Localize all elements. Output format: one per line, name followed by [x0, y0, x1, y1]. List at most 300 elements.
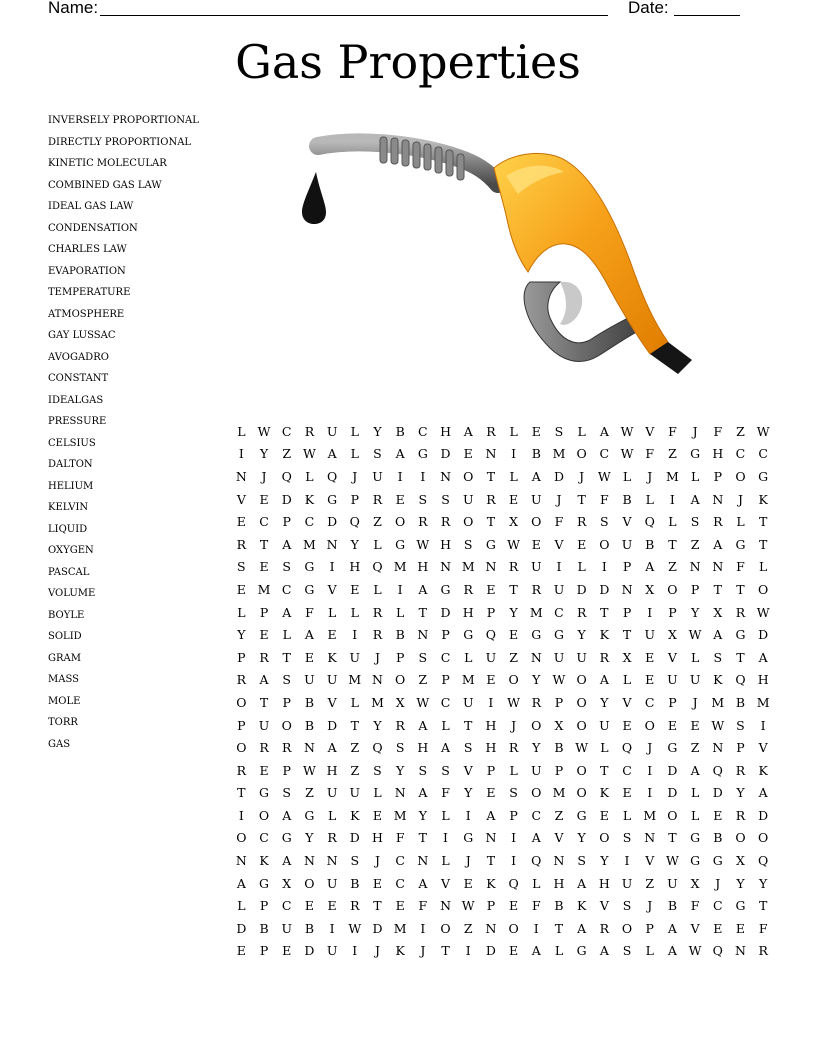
grid-letter[interactable]: T — [758, 514, 768, 530]
grid-letter[interactable]: T — [259, 536, 269, 552]
grid-letter[interactable]: O — [644, 717, 655, 733]
grid-letter[interactable]: G — [553, 627, 564, 643]
grid-letter[interactable]: A — [713, 536, 723, 552]
grid-letter[interactable]: P — [486, 604, 496, 620]
grid-letter[interactable]: M — [393, 920, 407, 936]
grid-letter[interactable]: N — [530, 649, 542, 665]
grid-letter[interactable]: L — [554, 943, 564, 959]
grid-letter[interactable]: V — [690, 920, 700, 936]
grid-letter[interactable]: A — [418, 581, 428, 597]
grid-letter[interactable]: E — [236, 581, 246, 597]
grid-letter[interactable]: R — [713, 514, 723, 530]
grid-letter[interactable]: L — [441, 807, 450, 823]
grid-letter[interactable]: C — [531, 807, 542, 823]
grid-letter[interactable]: E — [645, 672, 655, 688]
grid-letter[interactable]: E — [509, 627, 519, 643]
grid-letter[interactable]: L — [645, 943, 654, 959]
grid-letter[interactable]: E — [372, 875, 383, 891]
grid-letter[interactable]: M — [348, 672, 362, 688]
grid-letter[interactable]: I — [397, 581, 403, 597]
grid-letter[interactable]: S — [282, 672, 291, 688]
grid-letter[interactable]: Q — [758, 853, 769, 869]
grid-letter[interactable]: R — [236, 536, 247, 552]
grid-letter[interactable]: T — [486, 514, 496, 530]
grid-letter[interactable]: N — [735, 943, 746, 959]
grid-letter[interactable]: T — [486, 468, 496, 484]
grid-letter[interactable]: W — [416, 694, 430, 710]
grid-letter[interactable]: A — [259, 672, 269, 688]
grid-letter[interactable]: S — [736, 717, 745, 733]
grid-letter[interactable]: A — [304, 627, 314, 643]
grid-letter[interactable]: I — [624, 853, 630, 869]
grid-letter[interactable]: A — [418, 717, 428, 733]
grid-letter[interactable]: Y — [577, 627, 586, 643]
grid-letter[interactable]: U — [485, 649, 497, 665]
grid-letter[interactable]: T — [758, 536, 768, 552]
grid-letter[interactable]: R — [758, 943, 768, 959]
grid-letter[interactable]: M — [529, 604, 543, 620]
grid-letter[interactable]: Y — [532, 672, 541, 688]
grid-letter[interactable]: P — [282, 762, 291, 778]
grid-letter[interactable]: G — [735, 627, 746, 643]
grid-letter[interactable]: S — [373, 762, 382, 778]
grid-letter[interactable]: A — [667, 943, 677, 959]
grid-letter[interactable]: H — [712, 446, 724, 462]
grid-letter[interactable]: R — [350, 898, 360, 914]
grid-letter[interactable]: E — [599, 807, 609, 823]
grid-letter[interactable]: J — [647, 468, 653, 484]
grid-letter[interactable]: A — [327, 446, 337, 462]
grid-letter[interactable]: G — [281, 830, 292, 846]
grid-letter[interactable]: E — [509, 491, 519, 507]
grid-letter[interactable]: U — [326, 875, 338, 891]
grid-letter[interactable]: J — [374, 649, 380, 665]
grid-letter[interactable]: O — [576, 672, 587, 688]
grid-letter[interactable]: D — [667, 762, 678, 778]
grid-letter[interactable]: R — [531, 694, 541, 710]
grid-letter[interactable]: R — [418, 514, 428, 530]
grid-letter[interactable]: R — [259, 649, 269, 665]
grid-letter[interactable]: A — [690, 762, 700, 778]
grid-letter[interactable]: W — [665, 853, 679, 869]
grid-letter[interactable]: B — [645, 536, 655, 552]
grid-letter[interactable]: L — [622, 807, 632, 823]
grid-letter[interactable]: R — [599, 649, 610, 665]
grid-letter[interactable]: J — [511, 717, 517, 733]
grid-letter[interactable]: L — [600, 740, 609, 756]
grid-letter[interactable]: R — [735, 807, 746, 823]
grid-letter[interactable]: O — [463, 514, 474, 530]
grid-letter[interactable]: E — [350, 581, 360, 597]
grid-letter[interactable]: H — [417, 559, 429, 575]
grid-letter[interactable]: G — [304, 581, 315, 597]
grid-letter[interactable]: J — [465, 853, 471, 869]
grid-letter[interactable]: D — [327, 514, 338, 530]
grid-letter[interactable]: L — [690, 468, 700, 484]
grid-letter[interactable]: G — [758, 468, 769, 484]
grid-letter[interactable]: K — [599, 785, 610, 801]
grid-letter[interactable]: C — [758, 446, 768, 462]
grid-letter[interactable]: L — [509, 468, 518, 484]
grid-letter[interactable]: G — [304, 807, 315, 823]
grid-letter[interactable]: J — [374, 943, 380, 959]
grid-letter[interactable]: E — [486, 785, 496, 801]
grid-letter[interactable]: O — [463, 468, 474, 484]
grid-letter[interactable]: D — [349, 830, 360, 846]
grid-letter[interactable]: A — [758, 785, 768, 801]
grid-letter[interactable]: L — [237, 604, 246, 620]
grid-letter[interactable]: J — [374, 853, 380, 869]
grid-letter[interactable]: S — [713, 649, 723, 665]
grid-letter[interactable]: E — [645, 649, 655, 665]
grid-letter[interactable]: T — [350, 717, 359, 733]
grid-letter[interactable]: G — [735, 898, 746, 914]
grid-letter[interactable]: G — [690, 853, 701, 869]
grid-letter[interactable]: T — [668, 536, 677, 552]
grid-letter[interactable]: V — [622, 694, 632, 710]
grid-letter[interactable]: J — [261, 468, 267, 484]
grid-letter[interactable]: W — [507, 694, 521, 710]
grid-letter[interactable]: N — [394, 785, 406, 801]
grid-letter[interactable]: L — [759, 559, 768, 575]
grid-letter[interactable]: E — [259, 559, 269, 575]
grid-letter[interactable]: O — [236, 694, 247, 710]
grid-letter[interactable]: W — [688, 627, 702, 643]
grid-letter[interactable]: G — [463, 627, 474, 643]
grid-letter[interactable]: P — [259, 898, 269, 914]
grid-letter[interactable]: P — [622, 604, 632, 620]
grid-letter[interactable]: G — [712, 853, 723, 869]
grid-letter[interactable]: S — [622, 943, 632, 959]
grid-letter[interactable]: Q — [735, 672, 746, 688]
grid-letter[interactable]: W — [302, 762, 316, 778]
grid-letter[interactable]: O — [531, 717, 542, 733]
grid-letter[interactable]: U — [326, 672, 338, 688]
grid-letter[interactable]: I — [465, 943, 471, 959]
grid-letter[interactable]: R — [236, 672, 247, 688]
grid-letter[interactable]: V — [599, 898, 609, 914]
grid-letter[interactable]: O — [531, 514, 542, 530]
grid-letter[interactable]: E — [372, 807, 383, 823]
grid-letter[interactable]: O — [236, 740, 247, 756]
grid-letter[interactable]: D — [440, 604, 451, 620]
grid-letter[interactable]: L — [690, 649, 700, 665]
grid-letter[interactable]: Z — [373, 514, 382, 530]
grid-letter[interactable]: B — [622, 491, 632, 507]
grid-letter[interactable]: S — [441, 762, 450, 778]
grid-letter[interactable]: U — [576, 649, 587, 665]
grid-letter[interactable]: W — [756, 423, 770, 439]
grid-letter[interactable]: H — [553, 875, 565, 891]
grid-letter[interactable]: B — [667, 898, 677, 914]
grid-letter[interactable]: E — [304, 649, 314, 665]
date-blank-line[interactable] — [674, 0, 740, 16]
grid-letter[interactable]: K — [758, 491, 768, 507]
grid-letter[interactable]: V — [645, 853, 655, 869]
grid-letter[interactable]: L — [577, 423, 586, 439]
grid-letter[interactable]: A — [667, 920, 677, 936]
grid-letter[interactable]: W — [257, 423, 271, 439]
grid-letter[interactable]: I — [533, 920, 539, 936]
grid-letter[interactable]: F — [418, 898, 428, 914]
grid-letter[interactable]: V — [758, 740, 768, 756]
grid-letter[interactable]: R — [508, 559, 519, 575]
grid-letter[interactable]: N — [303, 740, 315, 756]
grid-letter[interactable]: L — [622, 468, 632, 484]
grid-letter[interactable]: P — [441, 672, 450, 688]
grid-letter[interactable]: X — [509, 514, 519, 530]
grid-letter[interactable]: A — [282, 536, 292, 552]
grid-letter[interactable]: N — [553, 853, 565, 869]
grid-letter[interactable]: I — [238, 446, 244, 462]
grid-letter[interactable]: U — [667, 672, 678, 688]
grid-letter[interactable]: Y — [373, 717, 382, 733]
grid-letter[interactable]: C — [622, 762, 632, 778]
grid-letter[interactable]: F — [554, 514, 564, 530]
grid-letter[interactable]: O — [576, 446, 587, 462]
grid-letter[interactable]: M — [666, 468, 679, 484]
grid-letter[interactable]: O — [576, 717, 587, 733]
grid-letter[interactable]: Q — [531, 853, 542, 869]
grid-letter[interactable]: S — [418, 491, 428, 507]
grid-letter[interactable]: D — [304, 943, 315, 959]
grid-letter[interactable]: T — [418, 604, 428, 620]
grid-letter[interactable]: E — [259, 627, 269, 643]
grid-letter[interactable]: L — [509, 423, 518, 439]
grid-letter[interactable]: O — [576, 762, 587, 778]
grid-letter[interactable]: J — [647, 898, 653, 914]
grid-letter[interactable]: S — [350, 853, 360, 869]
grid-letter[interactable]: O — [758, 581, 769, 597]
grid-letter[interactable]: T — [282, 649, 291, 665]
grid-letter[interactable]: S — [373, 446, 382, 462]
grid-letter[interactable]: Z — [509, 649, 518, 665]
grid-letter[interactable]: F — [645, 446, 655, 462]
grid-letter[interactable]: G — [576, 807, 587, 823]
grid-letter[interactable]: P — [350, 491, 359, 507]
grid-letter[interactable]: T — [668, 830, 677, 846]
grid-letter[interactable]: P — [668, 694, 677, 710]
grid-letter[interactable]: J — [579, 468, 585, 484]
grid-letter[interactable]: P — [713, 468, 722, 484]
grid-letter[interactable]: Z — [645, 875, 655, 891]
grid-letter[interactable]: Q — [485, 627, 497, 643]
grid-letter[interactable]: Y — [736, 785, 745, 801]
grid-letter[interactable]: U — [599, 717, 610, 733]
grid-letter[interactable]: U — [372, 468, 383, 484]
grid-letter[interactable]: L — [441, 853, 450, 869]
grid-letter[interactable]: W — [620, 423, 634, 439]
grid-letter[interactable]: Y — [690, 604, 700, 620]
grid-letter[interactable]: G — [440, 581, 451, 597]
grid-letter[interactable]: V — [236, 491, 246, 507]
grid-letter[interactable]: T — [713, 581, 722, 597]
grid-letter[interactable]: E — [236, 943, 246, 959]
grid-letter[interactable]: G — [259, 785, 270, 801]
grid-letter[interactable]: L — [668, 514, 677, 530]
grid-letter[interactable]: L — [350, 446, 359, 462]
grid-letter[interactable]: C — [418, 423, 428, 439]
grid-letter[interactable]: W — [597, 468, 611, 484]
grid-letter[interactable]: P — [736, 740, 745, 756]
grid-letter[interactable]: W — [416, 536, 430, 552]
grid-letter[interactable]: V — [441, 875, 451, 891]
grid-letter[interactable]: P — [259, 943, 269, 959]
grid-letter[interactable]: U — [462, 491, 474, 507]
grid-letter[interactable]: T — [600, 762, 609, 778]
grid-letter[interactable]: B — [735, 694, 746, 710]
grid-letter[interactable]: C — [712, 898, 723, 914]
grid-letter[interactable]: M — [461, 559, 475, 575]
grid-letter[interactable]: Z — [305, 785, 314, 801]
grid-letter[interactable]: R — [304, 423, 315, 439]
grid-letter[interactable]: I — [329, 559, 335, 575]
grid-letter[interactable]: L — [350, 423, 359, 439]
grid-letter[interactable]: W — [507, 536, 521, 552]
grid-letter[interactable]: O — [395, 514, 406, 530]
grid-letter[interactable]: C — [440, 649, 451, 665]
grid-letter[interactable]: D — [758, 807, 769, 823]
grid-letter[interactable]: X — [690, 875, 700, 891]
grid-letter[interactable]: M — [643, 807, 657, 823]
grid-letter[interactable]: A — [577, 920, 587, 936]
grid-letter[interactable]: N — [485, 920, 497, 936]
grid-letter[interactable]: I — [647, 604, 653, 620]
grid-letter[interactable]: X — [645, 581, 655, 597]
grid-letter[interactable]: F — [690, 898, 700, 914]
grid-letter[interactable]: I — [601, 559, 607, 575]
grid-letter[interactable]: I — [443, 830, 448, 846]
grid-letter[interactable]: U — [553, 649, 565, 665]
grid-letter[interactable]: O — [258, 807, 270, 823]
grid-letter[interactable]: C — [304, 514, 315, 530]
grid-letter[interactable]: P — [282, 694, 291, 710]
grid-letter[interactable]: N — [235, 468, 247, 484]
grid-letter[interactable]: W — [711, 717, 725, 733]
grid-letter[interactable]: E — [622, 717, 632, 733]
grid-letter[interactable]: H — [349, 559, 361, 575]
grid-letter[interactable]: O — [758, 830, 769, 846]
grid-letter[interactable]: A — [758, 649, 768, 665]
grid-letter[interactable]: T — [736, 649, 745, 665]
grid-letter[interactable]: M — [552, 446, 566, 462]
grid-letter[interactable]: K — [576, 898, 587, 914]
grid-letter[interactable]: Q — [372, 559, 383, 575]
grid-letter[interactable]: N — [712, 491, 724, 507]
grid-letter[interactable]: N — [440, 559, 451, 575]
grid-letter[interactable]: O — [236, 830, 247, 846]
grid-letter[interactable]: R — [372, 491, 383, 507]
grid-letter[interactable]: R — [282, 740, 292, 756]
grid-letter[interactable]: E — [327, 627, 337, 643]
grid-letter[interactable]: Z — [418, 672, 428, 688]
grid-letter[interactable]: A — [282, 853, 292, 869]
grid-letter[interactable]: L — [690, 807, 700, 823]
grid-letter[interactable]: B — [304, 717, 314, 733]
grid-letter[interactable]: I — [511, 446, 517, 462]
grid-letter[interactable]: A — [645, 559, 655, 575]
grid-letter[interactable]: I — [647, 785, 653, 801]
grid-letter[interactable]: A — [713, 627, 723, 643]
grid-letter[interactable]: N — [485, 559, 497, 575]
grid-letter[interactable]: R — [735, 762, 746, 778]
grid-letter[interactable]: P — [690, 581, 700, 597]
grid-letter[interactable]: N — [440, 468, 451, 484]
grid-letter[interactable]: I — [352, 627, 358, 643]
grid-letter[interactable]: L — [327, 807, 337, 823]
grid-letter[interactable]: A — [577, 875, 587, 891]
grid-letter[interactable]: L — [622, 672, 632, 688]
grid-letter[interactable]: Q — [712, 762, 723, 778]
grid-letter[interactable]: W — [552, 672, 566, 688]
grid-letter[interactable]: R — [327, 830, 337, 846]
grid-letter[interactable]: I — [238, 807, 244, 823]
grid-letter[interactable]: B — [554, 740, 564, 756]
grid-letter[interactable]: K — [304, 491, 315, 507]
grid-letter[interactable]: A — [236, 875, 246, 891]
grid-letter[interactable]: R — [372, 627, 383, 643]
grid-letter[interactable]: D — [485, 943, 496, 959]
grid-letter[interactable]: S — [463, 740, 473, 756]
grid-letter[interactable]: T — [758, 898, 768, 914]
grid-letter[interactable]: X — [713, 604, 723, 620]
grid-letter[interactable]: J — [692, 694, 698, 710]
grid-letter[interactable]: R — [486, 491, 496, 507]
grid-letter[interactable]: S — [282, 559, 291, 575]
grid-letter[interactable]: D — [327, 717, 338, 733]
grid-letter[interactable]: S — [600, 514, 609, 530]
grid-letter[interactable]: T — [237, 785, 246, 801]
grid-letter[interactable]: M — [552, 785, 566, 801]
grid-letter[interactable]: X — [554, 717, 564, 733]
grid-letter[interactable]: U — [326, 943, 338, 959]
grid-letter[interactable]: C — [599, 446, 610, 462]
grid-letter[interactable]: Z — [463, 920, 473, 936]
grid-letter[interactable]: U — [349, 785, 361, 801]
grid-letter[interactable]: T — [486, 853, 496, 869]
grid-letter[interactable]: J — [715, 875, 721, 891]
grid-letter[interactable]: J — [692, 423, 698, 439]
grid-letter[interactable]: K — [327, 649, 337, 665]
grid-letter[interactable]: Z — [554, 807, 564, 823]
grid-letter[interactable]: S — [577, 853, 586, 869]
grid-letter[interactable]: O — [304, 875, 315, 891]
grid-letter[interactable]: Q — [281, 468, 292, 484]
grid-letter[interactable]: X — [395, 694, 405, 710]
grid-letter[interactable]: C — [281, 423, 292, 439]
grid-letter[interactable]: S — [463, 536, 473, 552]
grid-letter[interactable]: A — [463, 423, 473, 439]
grid-letter[interactable]: N — [303, 853, 315, 869]
grid-letter[interactable]: D — [440, 446, 451, 462]
grid-letter[interactable]: D — [712, 785, 723, 801]
grid-letter[interactable]: T — [373, 898, 382, 914]
grid-letter[interactable]: E — [395, 898, 405, 914]
grid-letter[interactable]: W — [620, 446, 634, 462]
grid-letter[interactable]: E — [327, 898, 337, 914]
grid-letter[interactable]: A — [599, 943, 609, 959]
grid-letter[interactable]: A — [599, 672, 609, 688]
grid-letter[interactable]: N — [235, 853, 247, 869]
grid-letter[interactable]: D — [599, 581, 610, 597]
grid-letter[interactable]: O — [440, 920, 451, 936]
grid-letter[interactable]: U — [304, 672, 315, 688]
grid-letter[interactable]: H — [440, 536, 451, 552]
grid-letter[interactable]: U — [258, 717, 270, 733]
grid-letter[interactable]: X — [282, 875, 292, 891]
grid-letter[interactable]: W — [348, 920, 362, 936]
grid-letter[interactable]: F — [305, 604, 314, 620]
